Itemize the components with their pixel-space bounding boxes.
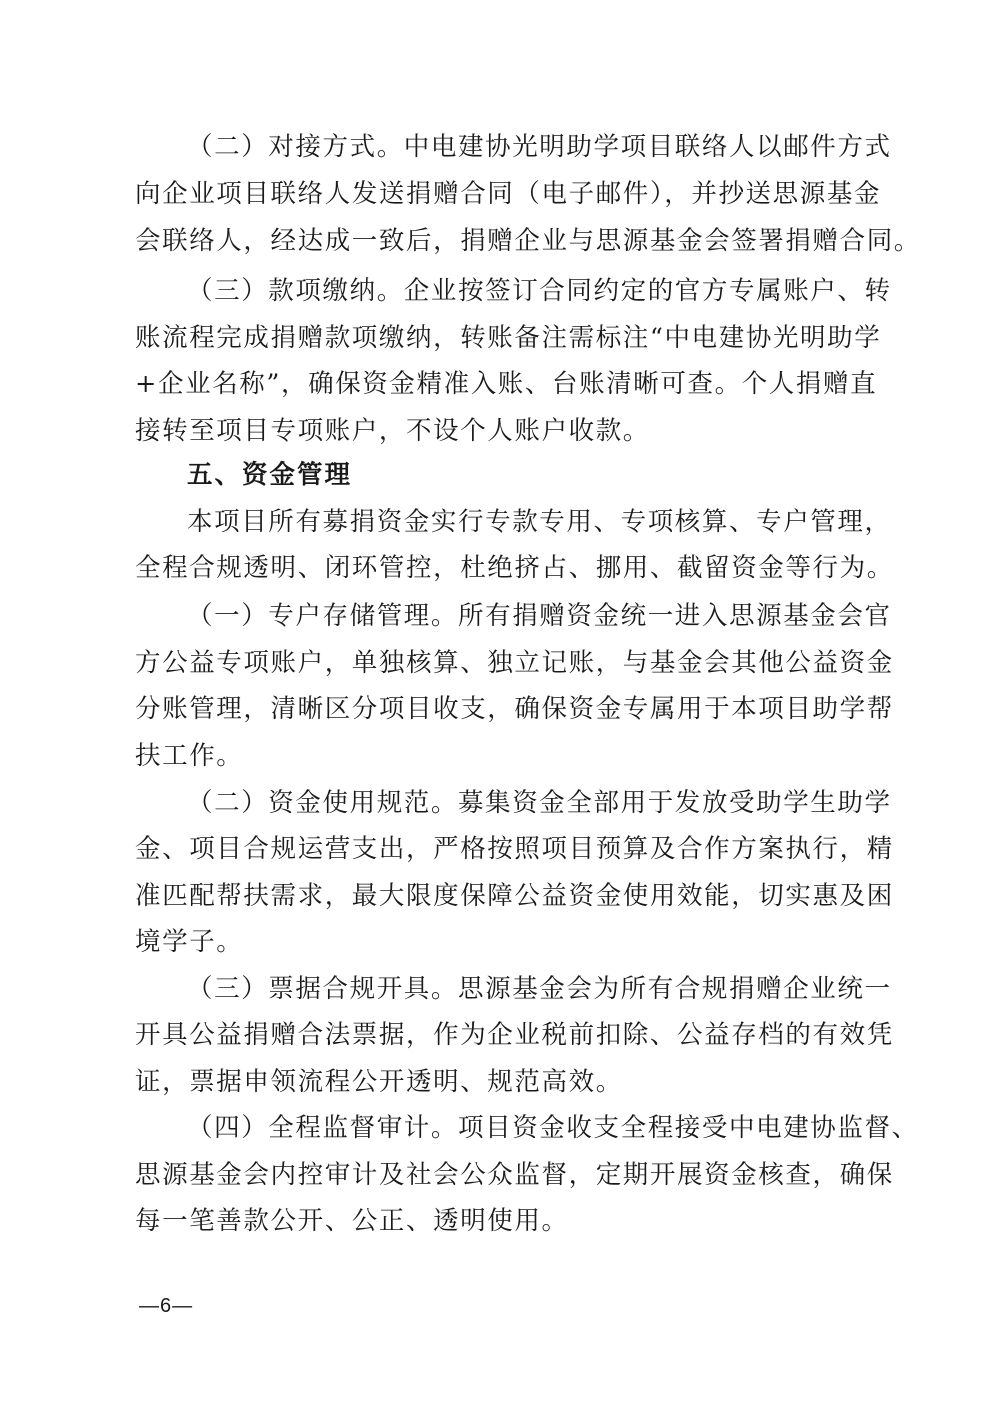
paragraph-account-storage-line-3: 分账管理，清晰区分项目收支，确保资金专属用于本项目助学帮	[135, 694, 894, 724]
paragraph-payment-line-1: （三）款项缴纳。企业按签订合同约定的官方专属账户、转	[187, 276, 892, 306]
paragraph-account-storage-line-1: （一）专户存储管理。所有捐赠资金统一进入思源基金会官	[187, 601, 892, 631]
paragraph-docking-method-line-1: （二）对接方式。中电建协光明助学项目联络人以邮件方式	[187, 132, 892, 162]
section-heading-fund-management: 五、资金管理	[187, 460, 353, 490]
paragraph-receipt-line-3: 证，票据申领流程公开透明、规范高效。	[135, 1067, 623, 1097]
paragraph-fund-usage-line-1: （二）资金使用规范。募集资金全部用于发放受助学生助学	[187, 788, 892, 818]
paragraph-payment-line-4: 接转至项目专项账户，不设个人账户收款。	[135, 416, 650, 446]
page-number: —6—	[139, 1295, 194, 1317]
paragraph-receipt-line-2: 开具公益捐赠合法票据，作为企业税前扣除、公益存档的有效凭	[135, 1020, 894, 1050]
paragraph-payment-line-2: 账流程完成捐赠款项缴纳，转账备注需标注“中电建协光明助学	[135, 323, 882, 353]
paragraph-docking-method-line-3: 会联络人，经达成一致后，捐赠企业与思源基金会签署捐赠合同。	[135, 226, 921, 256]
paragraph-account-storage-line-2: 方公益专项账户，单独核算、独立记账，与基金会其他公益资金	[135, 648, 894, 678]
paragraph-fund-usage-line-3: 准匹配帮扶需求，最大限度保障公益资金使用效能，切实惠及困	[135, 881, 894, 911]
paragraph-docking-method-line-2: 向企业项目联络人发送捐赠合同（电子邮件），并抄送思源基金	[135, 179, 882, 209]
paragraph-fund-intro-line-1: 本项目所有募捐资金实行专款专用、专项核算、专户管理，	[187, 507, 892, 537]
paragraph-audit-line-1: （四）全程监督审计。项目资金收支全程接受中电建协监督、	[187, 1113, 919, 1143]
paragraph-fund-usage-line-4: 境学子。	[135, 927, 244, 957]
paragraph-account-storage-line-4: 扶工作。	[135, 741, 244, 771]
paragraph-audit-line-3: 每一笔善款公开、公正、透明使用。	[135, 1206, 569, 1236]
paragraph-audit-line-2: 思源基金会内控审计及社会公众监督，定期开展资金核查，确保	[135, 1160, 894, 1190]
paragraph-receipt-line-1: （三）票据合规开具。思源基金会为所有合规捐赠企业统一	[187, 974, 892, 1004]
paragraph-fund-intro-line-2: 全程合规透明、闭环管控，杜绝挤占、挪用、截留资金等行为。	[135, 553, 894, 583]
paragraph-fund-usage-line-2: 金、项目合规运营支出，严格按照项目预算及合作方案执行，精	[135, 834, 894, 864]
paragraph-payment-line-3: +企业名称”，确保资金精准入账、台账清晰可查。个人捐赠直	[135, 369, 878, 399]
